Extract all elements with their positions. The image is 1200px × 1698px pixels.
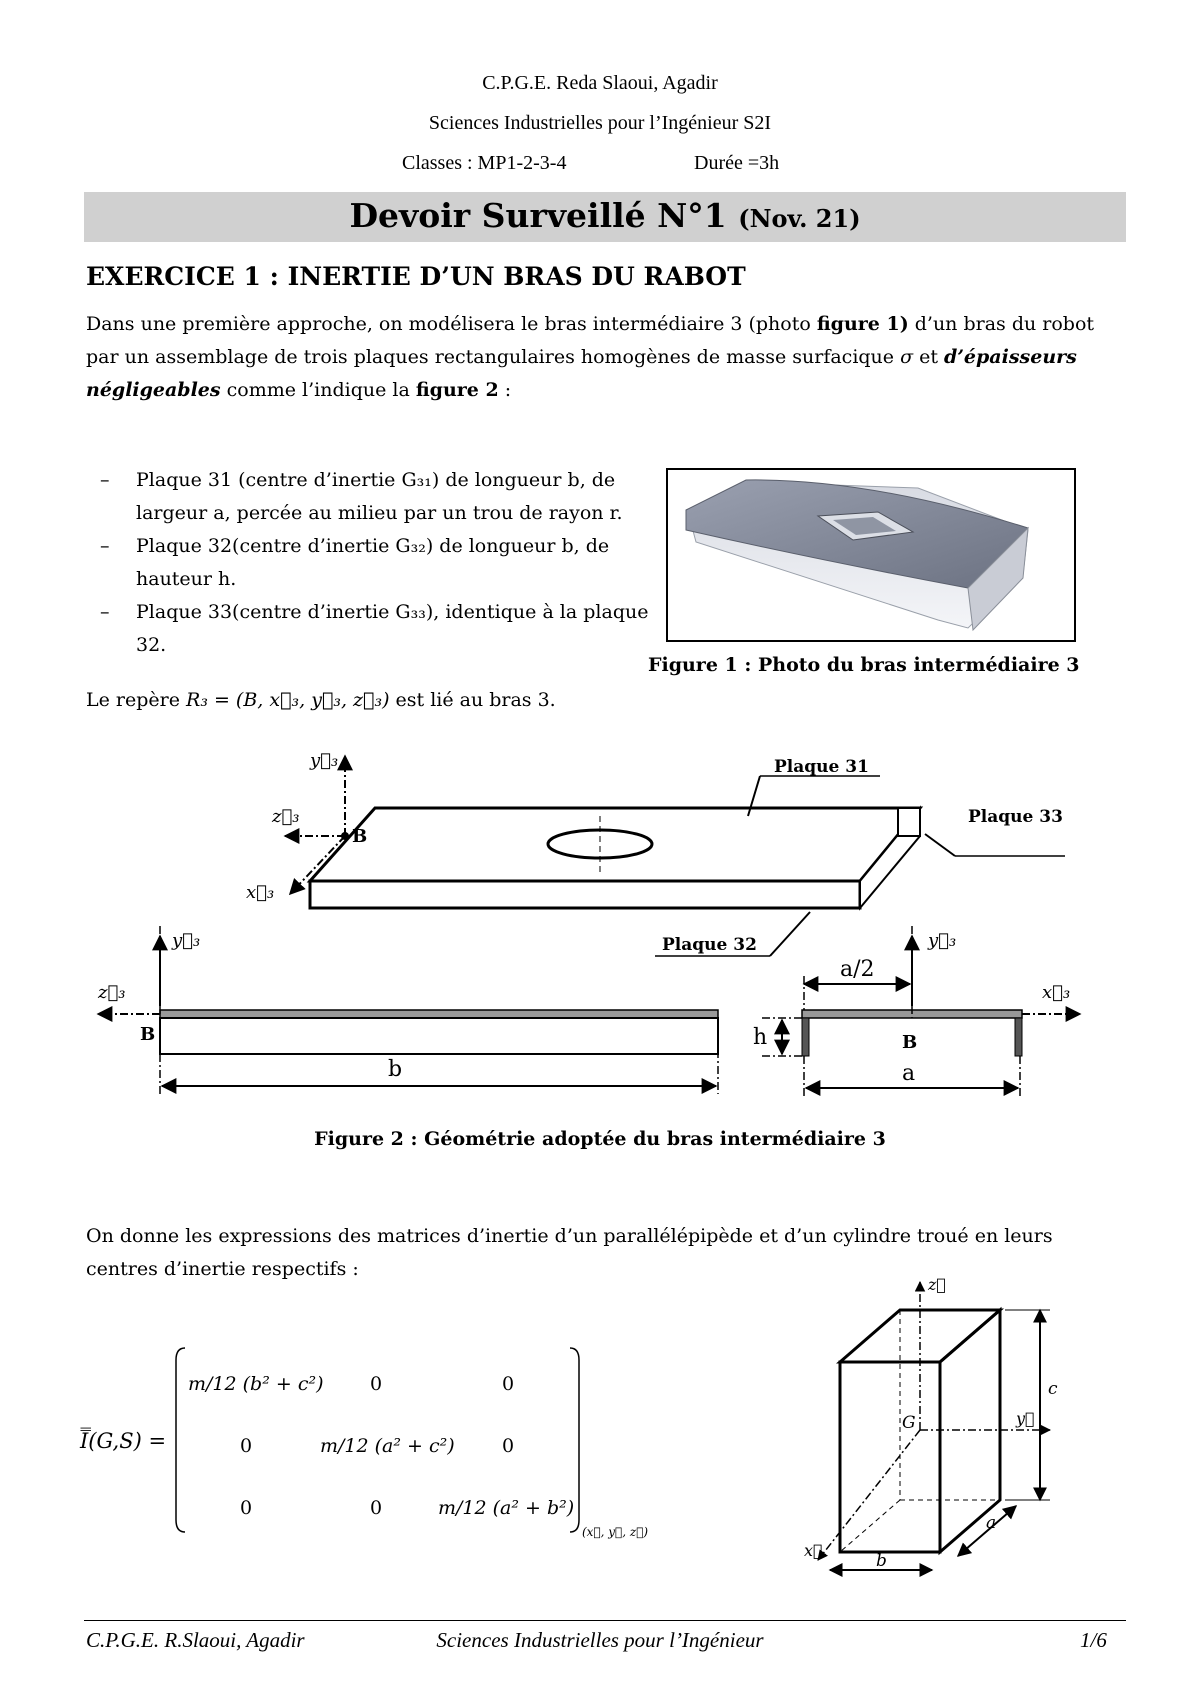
arm-photo-illustration xyxy=(668,470,1074,640)
label-plaque-33: Plaque 33 xyxy=(968,807,1063,827)
matrix-zero: 0 xyxy=(240,1435,253,1457)
side-point-b: B xyxy=(140,1024,156,1045)
box-axis-x: x⃗ xyxy=(804,1541,823,1560)
box-axis-y: y⃗ xyxy=(1016,1409,1035,1428)
exercise-title: EXERCICE 1 : INERTIE D’UN BRAS DU RABOT xyxy=(86,262,746,291)
intro-text-4: comme l’indique la xyxy=(220,379,416,401)
intro-text-3: et xyxy=(913,346,945,368)
front-axis-y3: y⃗₃ xyxy=(928,930,957,951)
intro-fig2-ref: figure 2 xyxy=(415,379,499,401)
dim-b-label: b xyxy=(388,1057,403,1082)
header-duration: Durée =3h xyxy=(694,152,780,174)
inertia-matrix xyxy=(80,1340,649,1540)
figure1-caption: Figure 1 : Photo du bras intermédiaire 3 xyxy=(648,654,1080,676)
frame-text-2: est lié au bras 3. xyxy=(389,689,556,711)
frame-math: R₃ = (B, x⃗₃, y⃗₃, z⃗₃) xyxy=(186,689,390,711)
intro-text-5: : xyxy=(498,379,512,401)
list-item: – Plaque 33(centre d’inertie G₃₃), identique à la plaque 32. xyxy=(86,596,656,662)
box-figure xyxy=(800,1270,1080,1590)
matrix-zero: 0 xyxy=(370,1373,383,1395)
matrix-zero: 0 xyxy=(502,1435,515,1457)
footer-page-number: 1/6 xyxy=(1080,1628,1107,1652)
box-axis-z: z⃗ xyxy=(928,1275,947,1294)
matrix-r2c2: m/12 (a² + c²) xyxy=(320,1435,455,1457)
box-dim-a: a xyxy=(986,1513,997,1533)
footer-center: Sciences Industrielles pour l’Ingénieur xyxy=(436,1628,764,1652)
plates-list xyxy=(86,464,656,662)
matrix-r1c1: m/12 (b² + c²) xyxy=(188,1373,324,1395)
side-axis-y3: y⃗₃ xyxy=(172,930,201,951)
label-plaque-32: Plaque 32 xyxy=(662,935,757,955)
matrix-zero: 0 xyxy=(370,1497,383,1519)
box-center-g: G xyxy=(902,1413,916,1433)
matrix-zero: 0 xyxy=(502,1373,515,1395)
side-axis-z3: z⃗₃ xyxy=(98,982,126,1003)
matrix-basis: (x⃗, y⃗, z⃗) xyxy=(582,1525,649,1539)
intro-negligible: d’épaisseurs négligeables xyxy=(86,346,1077,401)
frame-text-1: Le repère xyxy=(86,689,187,711)
front-point-b: B xyxy=(902,1032,918,1053)
matrix-r3c3: m/12 (a² + b²) xyxy=(438,1497,575,1519)
matrix-zero: 0 xyxy=(240,1497,253,1519)
front-view xyxy=(753,926,1080,1096)
dim-a-half-label: a/2 xyxy=(840,957,875,982)
page-title xyxy=(84,196,1126,235)
box-dim-b: b xyxy=(876,1551,887,1571)
list-item: – Plaque 31 (centre d’inertie G₃₁) de longueur b, de largeur a, percée au milieu par un trou de rayon r. xyxy=(86,464,656,530)
dim-a-label: a xyxy=(902,1061,916,1086)
intro-sigma: σ xyxy=(900,346,914,368)
side-view xyxy=(97,926,718,1094)
footer-left: C.P.G.E. R.Slaoui, Agadir xyxy=(86,1628,305,1652)
front-axis-x3: x⃗₃ xyxy=(1042,982,1071,1003)
list-item: – Plaque 32(centre d’inertie G₃₂) de longueur b, de hauteur h. xyxy=(86,530,656,596)
frame-sentence xyxy=(86,684,556,717)
title-main: Devoir Surveillé N°1 xyxy=(349,196,727,235)
intro-text-2: d’un bras du robot par un assemblage de trois plaques rectangulaires homogènes de masse surfacique xyxy=(86,313,1095,368)
header-classes: Classes : MP1-2-3-4 xyxy=(402,152,567,174)
dim-h-label: h xyxy=(753,1025,768,1050)
footer-divider xyxy=(84,1620,1126,1621)
axis-y3-label: y⃗₃ xyxy=(310,750,339,771)
box-dim-c: c xyxy=(1048,1379,1058,1399)
intro-fig1-ref: figure 1) xyxy=(816,313,909,335)
matrix-lhs: I̿(G,S) = xyxy=(80,1429,167,1453)
figure2-diagram xyxy=(80,736,1080,1116)
label-plaque-31: Plaque 31 xyxy=(774,757,869,777)
axis-x3-label: x⃗₃ xyxy=(246,882,275,903)
point-b-label: B xyxy=(352,826,368,847)
intro-paragraph xyxy=(86,308,1126,407)
figure1-photo-frame xyxy=(666,468,1076,642)
intro-text-1: Dans une première approche, on modélisera le bras intermédiaire 3 (photo xyxy=(86,313,817,335)
header-school: C.P.G.E. Reda Slaoui, Agadir xyxy=(482,72,718,94)
plate-3d xyxy=(310,808,920,908)
axis-z3-label: z⃗₃ xyxy=(272,806,300,827)
header-subject: Sciences Industrielles pour l’Ingénieur S2I xyxy=(428,112,772,134)
title-date: (Nov. 21) xyxy=(738,204,861,233)
figure2-caption: Figure 2 : Géométrie adoptée du bras intermédiaire 3 xyxy=(314,1128,886,1150)
inertia-paragraph: On donne les expressions des matrices d’inertie d’un parallélépipède et d’un cylindre troué en leurs centres d’inertie respectifs : xyxy=(86,1225,1053,1280)
